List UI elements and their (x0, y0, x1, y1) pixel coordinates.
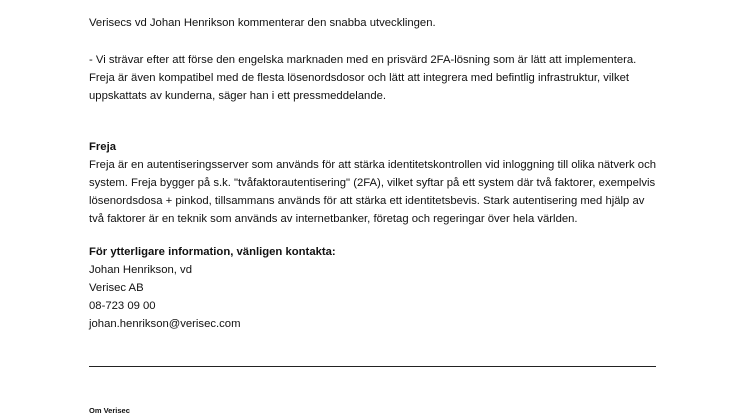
freja-line-2: system. Freja bygger på s.k. "tvåfaktorautentisering" (2FA), vilket syftar på ett system där två faktorer, exempelvis (89, 177, 656, 189)
quote-line-2: Freja är även kompatibel med de flesta lösenordsdosor och lätt att integrera med befintlig infrastruktur, vilket (89, 72, 630, 84)
contact-company: Verisec AB (89, 282, 144, 294)
freja-line-3: lösenordsdosa + pinkod, tillsammans används för att stärka ett identitetsbevis. Stark autentisering med hjälp av (89, 195, 645, 207)
quote-line-3: uppskattats av kunderna, säger han i ett pressmeddelande. (89, 90, 387, 102)
divider-line (89, 366, 656, 367)
contact-heading: För ytterligare information, vänligen kontakta: (89, 246, 336, 258)
contact-email: johan.henrikson@verisec.com (89, 318, 241, 330)
freja-line-4: två faktorer är en teknik som används av internetbanker, företag och regeringar över hela världen. (89, 213, 578, 225)
intro-paragraph: Verisecs vd Johan Henrikson kommenterar den snabba utvecklingen. (89, 17, 436, 29)
quote-line-1: - Vi strävar efter att förse den engelska marknaden med en prisvärd 2FA-lösning som är lätt att implementera. (89, 54, 637, 66)
contact-phone: 08-723 09 00 (89, 300, 156, 312)
contact-name: Johan Henrikson, vd (89, 264, 192, 276)
footer-heading: Om Verisec (89, 406, 130, 415)
freja-line-1: Freja är en autentiseringsserver som används för att stärka identitetskontrollen vid inloggning till olika nätverk och (89, 159, 657, 171)
freja-heading: Freja (89, 141, 117, 153)
